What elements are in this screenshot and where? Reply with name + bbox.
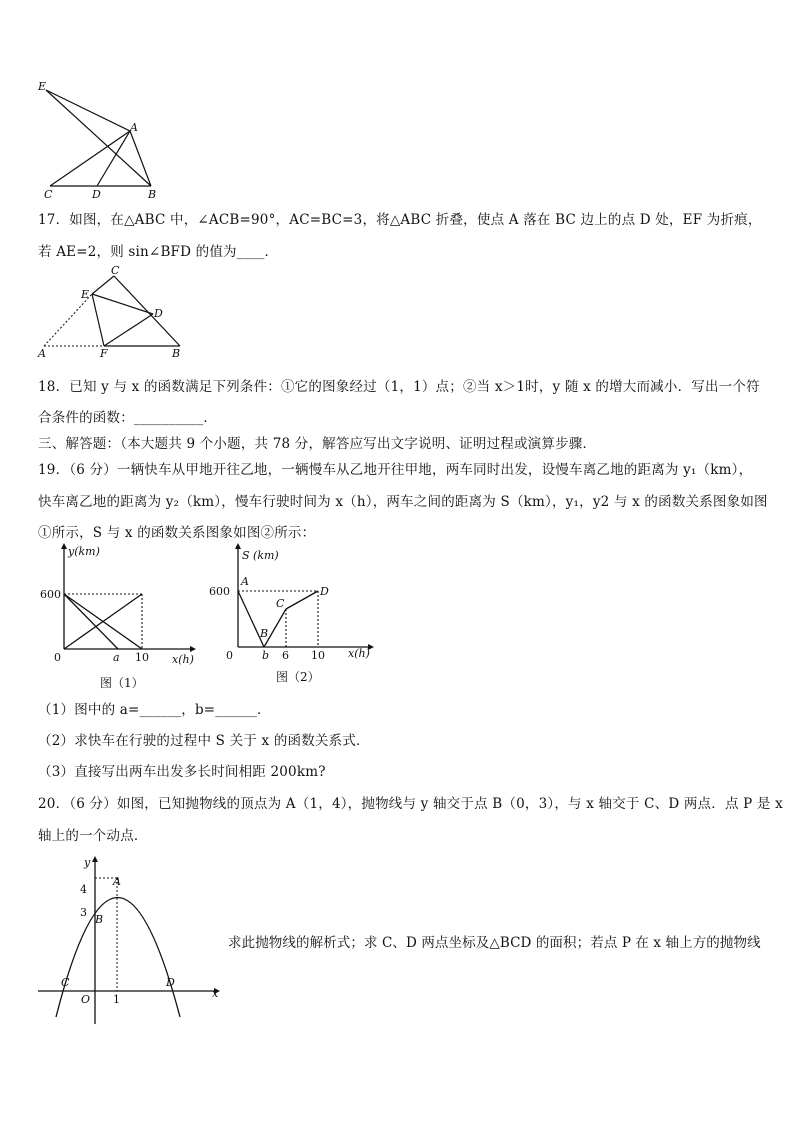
- segment-ea: [46, 90, 130, 131]
- q19-sub3: （3）直接写出两车出发多长时间相距 200km?: [38, 764, 326, 780]
- segment-ab: [130, 131, 151, 186]
- q19-line2: 快车离乙地的距离为 y₂（km），慢车行驶时间为 x（h），两车之间的距离为 S（km），y₁，y2 与 x 的函数关系图象如图: [38, 494, 768, 510]
- tick-600: 600: [209, 585, 230, 598]
- tick-1: 1: [113, 993, 120, 1006]
- q19-sub2: （2）求快车在行驶的过程中 S 关于 x 的函数关系式．: [38, 733, 370, 749]
- point-b: B: [95, 913, 104, 926]
- label-a: A: [130, 121, 138, 134]
- x-axis-label: x(h): [172, 653, 194, 666]
- label-c: C: [44, 188, 53, 200]
- label-d: D: [92, 188, 101, 200]
- figure-20-parabola: [34, 852, 230, 1032]
- segment-cd: [286, 591, 318, 609]
- x-axis-arrow: [190, 646, 196, 652]
- label-e: E: [38, 80, 47, 93]
- y-axis-arrow: [92, 856, 98, 862]
- figure-q17-fold: [30, 262, 190, 362]
- point-a: A: [241, 575, 249, 588]
- tick-6: 6: [282, 649, 289, 662]
- figure-1-caption: 图（1）: [100, 676, 144, 690]
- tick-10: 10: [311, 649, 325, 662]
- segment-df: [104, 314, 153, 346]
- q18-line2: 合条件的函数：__________．: [38, 410, 218, 426]
- segment-eb: [46, 90, 151, 186]
- label-d: D: [154, 307, 163, 320]
- origin-label: O: [81, 993, 91, 1006]
- point-b: B: [260, 627, 269, 640]
- segment-cb: [114, 276, 180, 346]
- figure-1-graph: [40, 543, 210, 693]
- y-axis-label: y: [84, 856, 91, 869]
- dotted-ae: [44, 294, 92, 346]
- tick-b: b: [262, 649, 270, 662]
- label-e: E: [81, 288, 90, 301]
- segment-ac: [50, 131, 130, 186]
- line-fast: [64, 594, 118, 649]
- point-d: D: [320, 585, 329, 598]
- tick-a: a: [113, 651, 120, 664]
- origin-label: 0: [226, 649, 233, 662]
- q20-side-text: 求此抛物线的解析式；求 C、D 两点坐标及△BCD 的面积；若点 P 在 x 轴上方的抛物线: [228, 935, 761, 951]
- segment-ad: [97, 131, 130, 186]
- y-axis-arrow: [61, 543, 67, 549]
- q19-sub1: （1）图中的 a=______，b=______．: [38, 702, 271, 718]
- segment-ce: [92, 276, 114, 294]
- point-a: A: [113, 875, 121, 888]
- q20-line2: 轴上的一个动点．: [38, 828, 148, 844]
- x-axis-label: x(h): [348, 647, 370, 660]
- tick-600: 600: [40, 588, 61, 601]
- y-axis-label: y(km): [68, 545, 100, 558]
- y-axis-arrow: [235, 543, 241, 549]
- tick-4: 4: [80, 883, 87, 896]
- tick-10: 10: [135, 651, 149, 664]
- label-a: A: [38, 347, 46, 360]
- q20-line1: 20．（6 分）如图，已知抛物线的顶点为 A（1，4），抛物线与 y 轴交于点 B（0，3），与 x 轴交于 C、D 两点．点 P 是 x: [38, 796, 783, 812]
- q19-line1: 19．（6 分）一辆快车从甲地开往乙地，一辆慢车从乙地开往甲地，两车同时出发，设慢车离乙地的距离为 y₁（km），: [38, 462, 753, 478]
- q19-line3: ①所示，S 与 x 的函数关系图象如图②所示：: [38, 525, 316, 541]
- label-f: F: [100, 347, 108, 360]
- segment-ef: [92, 294, 104, 346]
- tick-3: 3: [80, 906, 87, 919]
- label-b: B: [172, 347, 181, 360]
- figure-triangle-eacdb: [30, 76, 170, 200]
- y-axis-label: S (km): [242, 549, 279, 562]
- figure-2-graph: [206, 543, 381, 688]
- q18-line1: 18．已知 y 与 x 的函数满足下列条件：①它的图象经过（1，1）点；②当 x＞1时，y 随 x 的增大而减小．写出一个符: [38, 379, 760, 395]
- x-axis-label: x: [212, 987, 219, 1000]
- section-3-heading: 三、解答题：（本大题共 9 个小题，共 78 分，解答应写出文字说明、证明过程或演算步骤．: [38, 436, 597, 452]
- label-b: B: [148, 188, 157, 200]
- point-c: C: [276, 597, 285, 610]
- origin-label: 0: [54, 651, 61, 664]
- segment-ed: [92, 294, 153, 314]
- q17-line1: 17．如图，在△ABC 中，∠ACB=90°，AC=BC=3，将△ABC 折叠，使点 A 落在 BC 边上的点 D 处，EF 为折痕，: [38, 212, 762, 228]
- label-c: C: [111, 264, 120, 277]
- q17-line2: 若 AE=2，则 sin∠BFD 的值为____．: [38, 244, 279, 260]
- point-c: C: [61, 976, 70, 989]
- figure-2-caption: 图（2）: [276, 670, 320, 684]
- point-d: D: [166, 976, 175, 989]
